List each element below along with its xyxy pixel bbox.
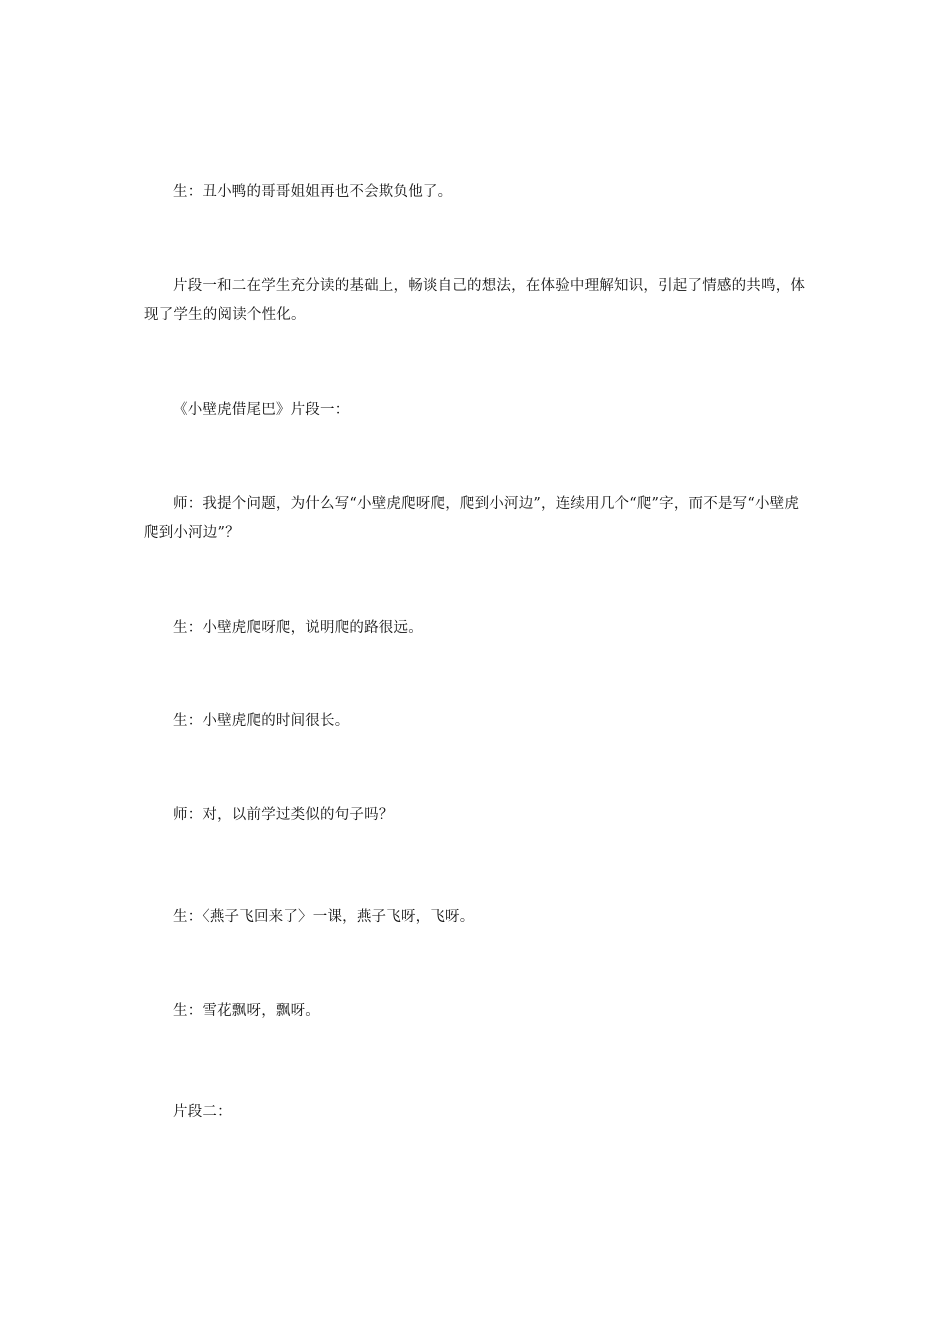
paragraph-4: 师：我提个问题，为什么写“小壁虎爬呀爬，爬到小河边”，连续用几个“爬”字，而不是写“小壁虎爬到小河边”？ xyxy=(144,496,800,541)
paragraph-7: 师：对，以前学过类似的句子吗？ xyxy=(173,807,394,823)
paragraph-9: 生：雪花飘呀，飘呀。 xyxy=(173,1003,320,1019)
paragraph-6: 生：小壁虎爬的时间很长。 xyxy=(173,713,350,729)
paragraph-5: 生：小壁虎爬呀爬，说明爬的路很远。 xyxy=(173,620,423,636)
paragraph-2: 片段一和二在学生充分读的基础上，畅谈自己的想法，在体验中理解知识，引起了情感的共鸣，体现了学生的阅读个性化。 xyxy=(144,278,806,323)
paragraph-10: 片段二： xyxy=(173,1104,232,1120)
paragraph-1: 生：丑小鸭的哥哥姐姐再也不会欺负他了。 xyxy=(173,184,453,200)
paragraph-8: 生：〈燕子飞回来了〉一课，燕子飞呀，飞呀。 xyxy=(173,909,475,925)
paragraph-3: 《小壁虎借尾巴》片段一： xyxy=(173,402,350,418)
